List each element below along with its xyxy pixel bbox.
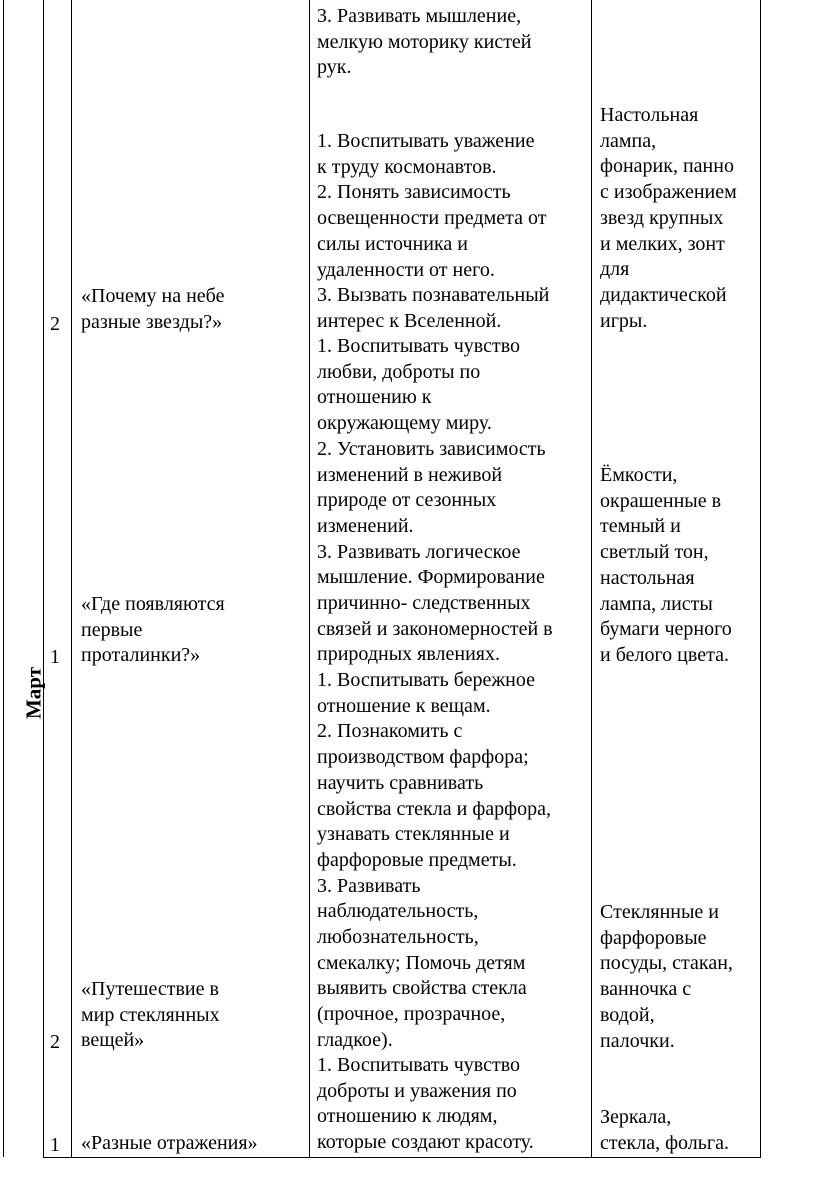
table-row-4-goals: 1. Воспитывать чувство доброты и уважения по отношению к людям, которые создают красоту. bbox=[317, 1054, 534, 1154]
table-border-right bbox=[760, 0, 761, 1157]
table-row-2-topic: «Где появляются первые проталинки?» bbox=[81, 593, 225, 667]
column-divider-goals bbox=[591, 0, 592, 1157]
column-divider-topic bbox=[309, 0, 310, 1157]
table-row-0-goals: 3. Развивать мышление, мелкую моторику кистей рук. bbox=[317, 5, 532, 79]
table-row-3-materials: Стеклянные и фарфоровые посуды, стакан, ванночка с водой, палочки. bbox=[600, 901, 733, 1052]
month-label: Март bbox=[21, 666, 46, 720]
column-divider-month bbox=[43, 0, 44, 1157]
table-row-4-topic: «Разные отражения» bbox=[81, 1132, 258, 1154]
column-divider-number bbox=[71, 0, 72, 1157]
table-row-1-number: 2 bbox=[50, 313, 60, 335]
table-row-4-materials: Зеркала, стекла, фольга. bbox=[600, 1106, 729, 1154]
table-row-2-number: 1 bbox=[50, 646, 60, 668]
table-bottom-edge bbox=[43, 1157, 761, 1158]
table-row-1-topic: «Почему на небе разные звезды?» bbox=[81, 285, 225, 333]
table-border-left bbox=[3, 0, 4, 1157]
table-row-3-goals: 1. Воспитывать бережное отношение к вещам. 2. Познакомить с производством фарфора; научить сравнивать свойства стекла и фарфора, узнавать стеклянные и фарфоровые предметы. 3. Развивать наблюдательность, любознательность, смекалку; Помочь детям выявить свойства стекла (прочное, прозрачное, гладкое). bbox=[317, 669, 552, 1051]
table-row-1-materials: Настольная лампа, фонарик, панно с изображением звезд крупных и мелких, зонт для дидактической игры. bbox=[600, 104, 737, 332]
table-row-2-materials: Ёмкости, окрашенные в темный и светлый тон, настольная лампа, листы бумаги черного и белого цвета. bbox=[600, 464, 732, 666]
table-row-2-goals: 1. Воспитывать чувство любви, доброты по отношению к окружающему миру. 2. Установить зависимость изменений в неживой природе от сезонных изменений. 3. Развивать логическое мышление. Формирование причинно- следственных связей и закономерностей в природных явлениях. bbox=[317, 335, 553, 666]
table-row-4-number: 1 bbox=[50, 1134, 60, 1156]
table-row-3-topic: «Путешествие в мир стеклянных вещей» bbox=[81, 978, 220, 1052]
table-row-1-goals: 1. Воспитывать уважение к труду космонавтов. 2. Понять зависимость освещенности предмета от силы источника и удаленности от него. 3. Вызвать познавательный интерес к Вселенной. bbox=[317, 130, 550, 332]
table-row-3-number: 2 bbox=[50, 1031, 60, 1053]
